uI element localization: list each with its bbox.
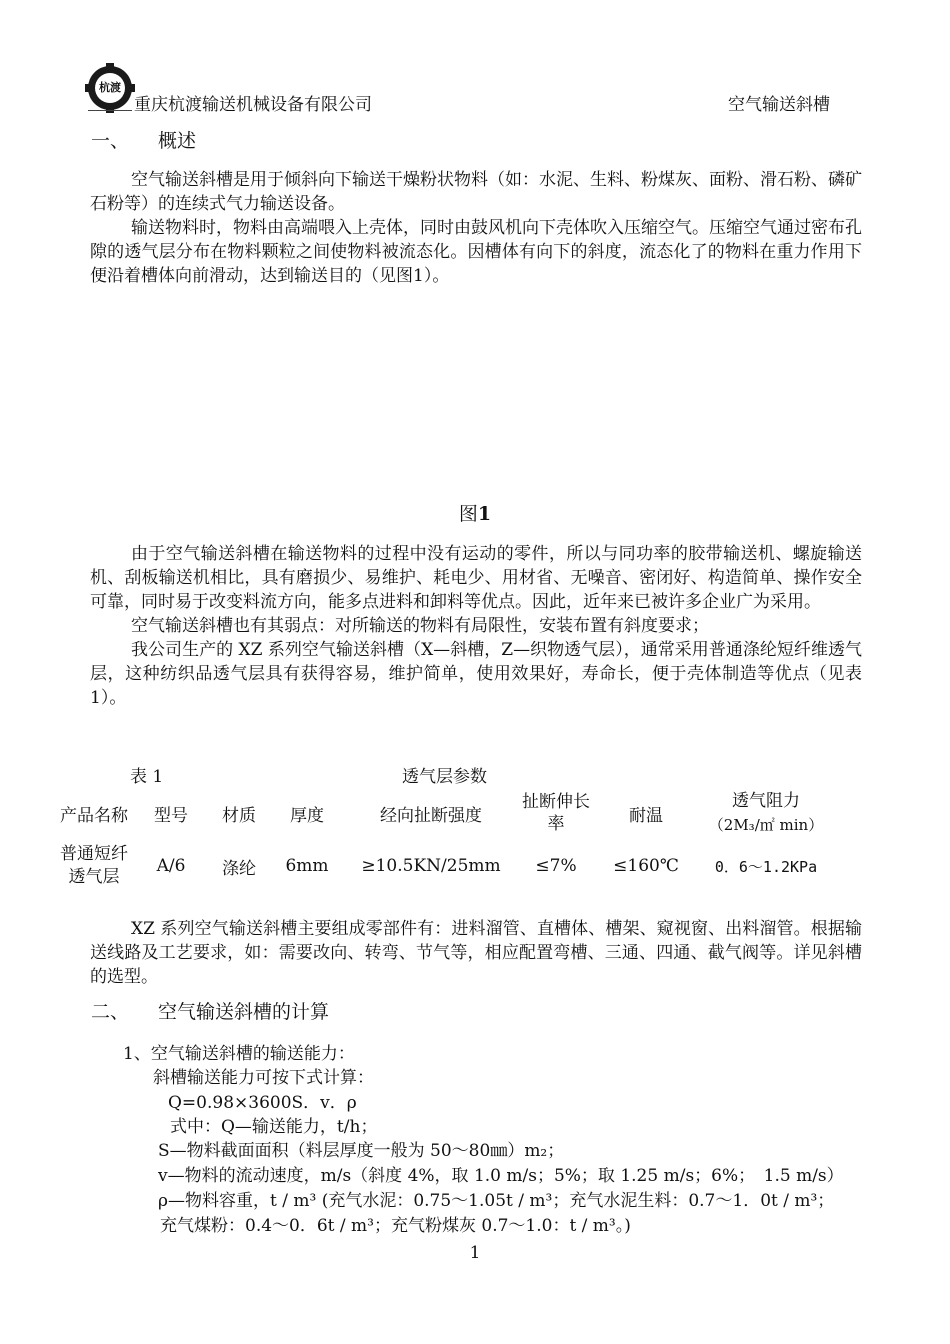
header-cell: 耐温 bbox=[629, 805, 663, 826]
parameters-table bbox=[56, 786, 836, 892]
header-text: 透气阻力 bbox=[732, 791, 800, 811]
figure-caption bbox=[0, 499, 950, 526]
header-underline bbox=[88, 110, 132, 111]
table-cell: 6mm bbox=[285, 856, 329, 876]
header-cell: 扯断伸长率 bbox=[522, 792, 590, 834]
paragraph-5: 我公司生产的 XZ 系列空气输送斜槽（X—斜槽，Z—织物透气层），通常采用普通涤纶短纤维透气层，这种纺织品透气层具有获得容易，维护简单，使用效果好，寿命长，便于壳体制造等优点（见表 1）。 bbox=[90, 640, 862, 708]
header-unit: （2M₃/㎡ min） bbox=[708, 816, 824, 834]
table-cell: A/6 bbox=[156, 856, 186, 876]
table-cell: 普通短纤透气层 bbox=[60, 844, 128, 887]
company-name: 重庆杭渡输送机械设备有限公司 bbox=[134, 95, 372, 115]
header-cell: 型号 bbox=[154, 805, 188, 826]
definition-v: v—物料的流动速度，m/s（斜度 4%，取 1.0 m/s；5%；取 1.25 m/s；6%； 1.5 m/s） bbox=[158, 1166, 844, 1186]
formula-where: 式中：Q—输送能力，t/h； bbox=[170, 1117, 378, 1137]
figure-number: 1 bbox=[477, 503, 492, 525]
paragraph-4: 空气输送斜槽也有其弱点：对所输送的物料有局限性，安装布置有斜度要求； bbox=[131, 616, 709, 636]
header-cell: 产品名称 bbox=[60, 805, 128, 826]
header-cell: 材质 bbox=[222, 805, 256, 826]
definition-s: S—物料截面面积（料层厚度一般为 50～80㎜）m₂； bbox=[158, 1141, 565, 1161]
table-cell: ≤7% bbox=[535, 856, 577, 876]
formula: Q=0.98×3600S．v．ρ bbox=[168, 1093, 357, 1113]
document-title: 空气输送斜槽 bbox=[728, 95, 830, 115]
paragraph-2: 输送物料时，物料由高端喂入上壳体，同时由鼓风机向下壳体吹入压缩空气。压缩空气通过密布孔隙的透气层分布在物料颗粒之间使物料被流态化。因槽体有向下的斜度，流态化了的物料在重力作用下便沿着槽体向前滑动，达到输送目的（见图1）。 bbox=[90, 218, 862, 286]
header-cell bbox=[696, 786, 836, 840]
paragraph-1: 空气输送斜槽是用于倾斜向下输送干燥粉状物料（如：水泥、生料、粉煤灰、面粉、滑石粉、磷矿石粉等）的连续式气力输送设备。 bbox=[90, 170, 862, 214]
header-cell: 厚度 bbox=[290, 805, 324, 826]
company-logo bbox=[88, 66, 132, 110]
table-cell: ≤160℃ bbox=[613, 856, 679, 876]
page-number: 1 bbox=[469, 1243, 481, 1263]
table-cell: 涤纶 bbox=[222, 858, 256, 879]
definition-rho-cont: 充气煤粉：0.4～0．6t / m³；充气粉煤灰 0.7～1.0：t / m³。) bbox=[160, 1216, 631, 1236]
table-label: 表 1 bbox=[130, 767, 164, 787]
paragraph-3: 由于空气输送斜槽在输送物料的过程中没有运动的零件，所以与同功率的胶带输送机、螺旋输送机、刮板输送机相比，具有磨损少、易维护、耗电少、用材省、无噪音、密闭好、构造简单、操作安全可靠，同时易于改变料流方向，能多点进料和卸料等优点。因此，近年来已被许多企业广为采用。 bbox=[90, 544, 862, 612]
definition-rho: ρ—物料容重，t / m³ (充气水泥：0.75～1.05t / m³；充气水泥生料：0.7～1．0t / m³； bbox=[158, 1191, 835, 1211]
calc-intro: 斜槽输送能力可按下式计算： bbox=[153, 1068, 374, 1088]
section2-number: 二、 bbox=[91, 1001, 130, 1023]
table-cell: ≥10.5KN/25mm bbox=[361, 856, 501, 876]
figure-label: 图 bbox=[458, 503, 478, 525]
components-paragraph bbox=[90, 917, 862, 989]
table-row bbox=[56, 840, 836, 892]
calc-item-1: 1、空气输送斜槽的输送能力： bbox=[123, 1044, 355, 1064]
section2-title: 空气输送斜槽的计算 bbox=[158, 1001, 330, 1023]
table-title: 透气层参数 bbox=[402, 767, 487, 787]
table-cell: 0．6～1.2KPa bbox=[714, 857, 818, 876]
logo-text: 杭渡 bbox=[95, 73, 125, 103]
paragraph-6: XZ 系列空气输送斜槽主要组成零部件有：进料溜管、直槽体、槽架、窥视窗、出料溜管。根据输送线路及工艺要求，如：需要改向、转弯、节气等，相应配置弯槽、三通、四通、截气阀等。详见斜槽的选型。 bbox=[90, 919, 862, 987]
header-cell: 经向扯断强度 bbox=[380, 805, 482, 826]
table-header-row bbox=[56, 786, 836, 840]
body-paragraphs bbox=[90, 542, 862, 710]
section1-number: 一、 bbox=[91, 130, 130, 152]
section1-title: 概述 bbox=[158, 130, 197, 152]
intro-paragraphs bbox=[90, 168, 862, 288]
